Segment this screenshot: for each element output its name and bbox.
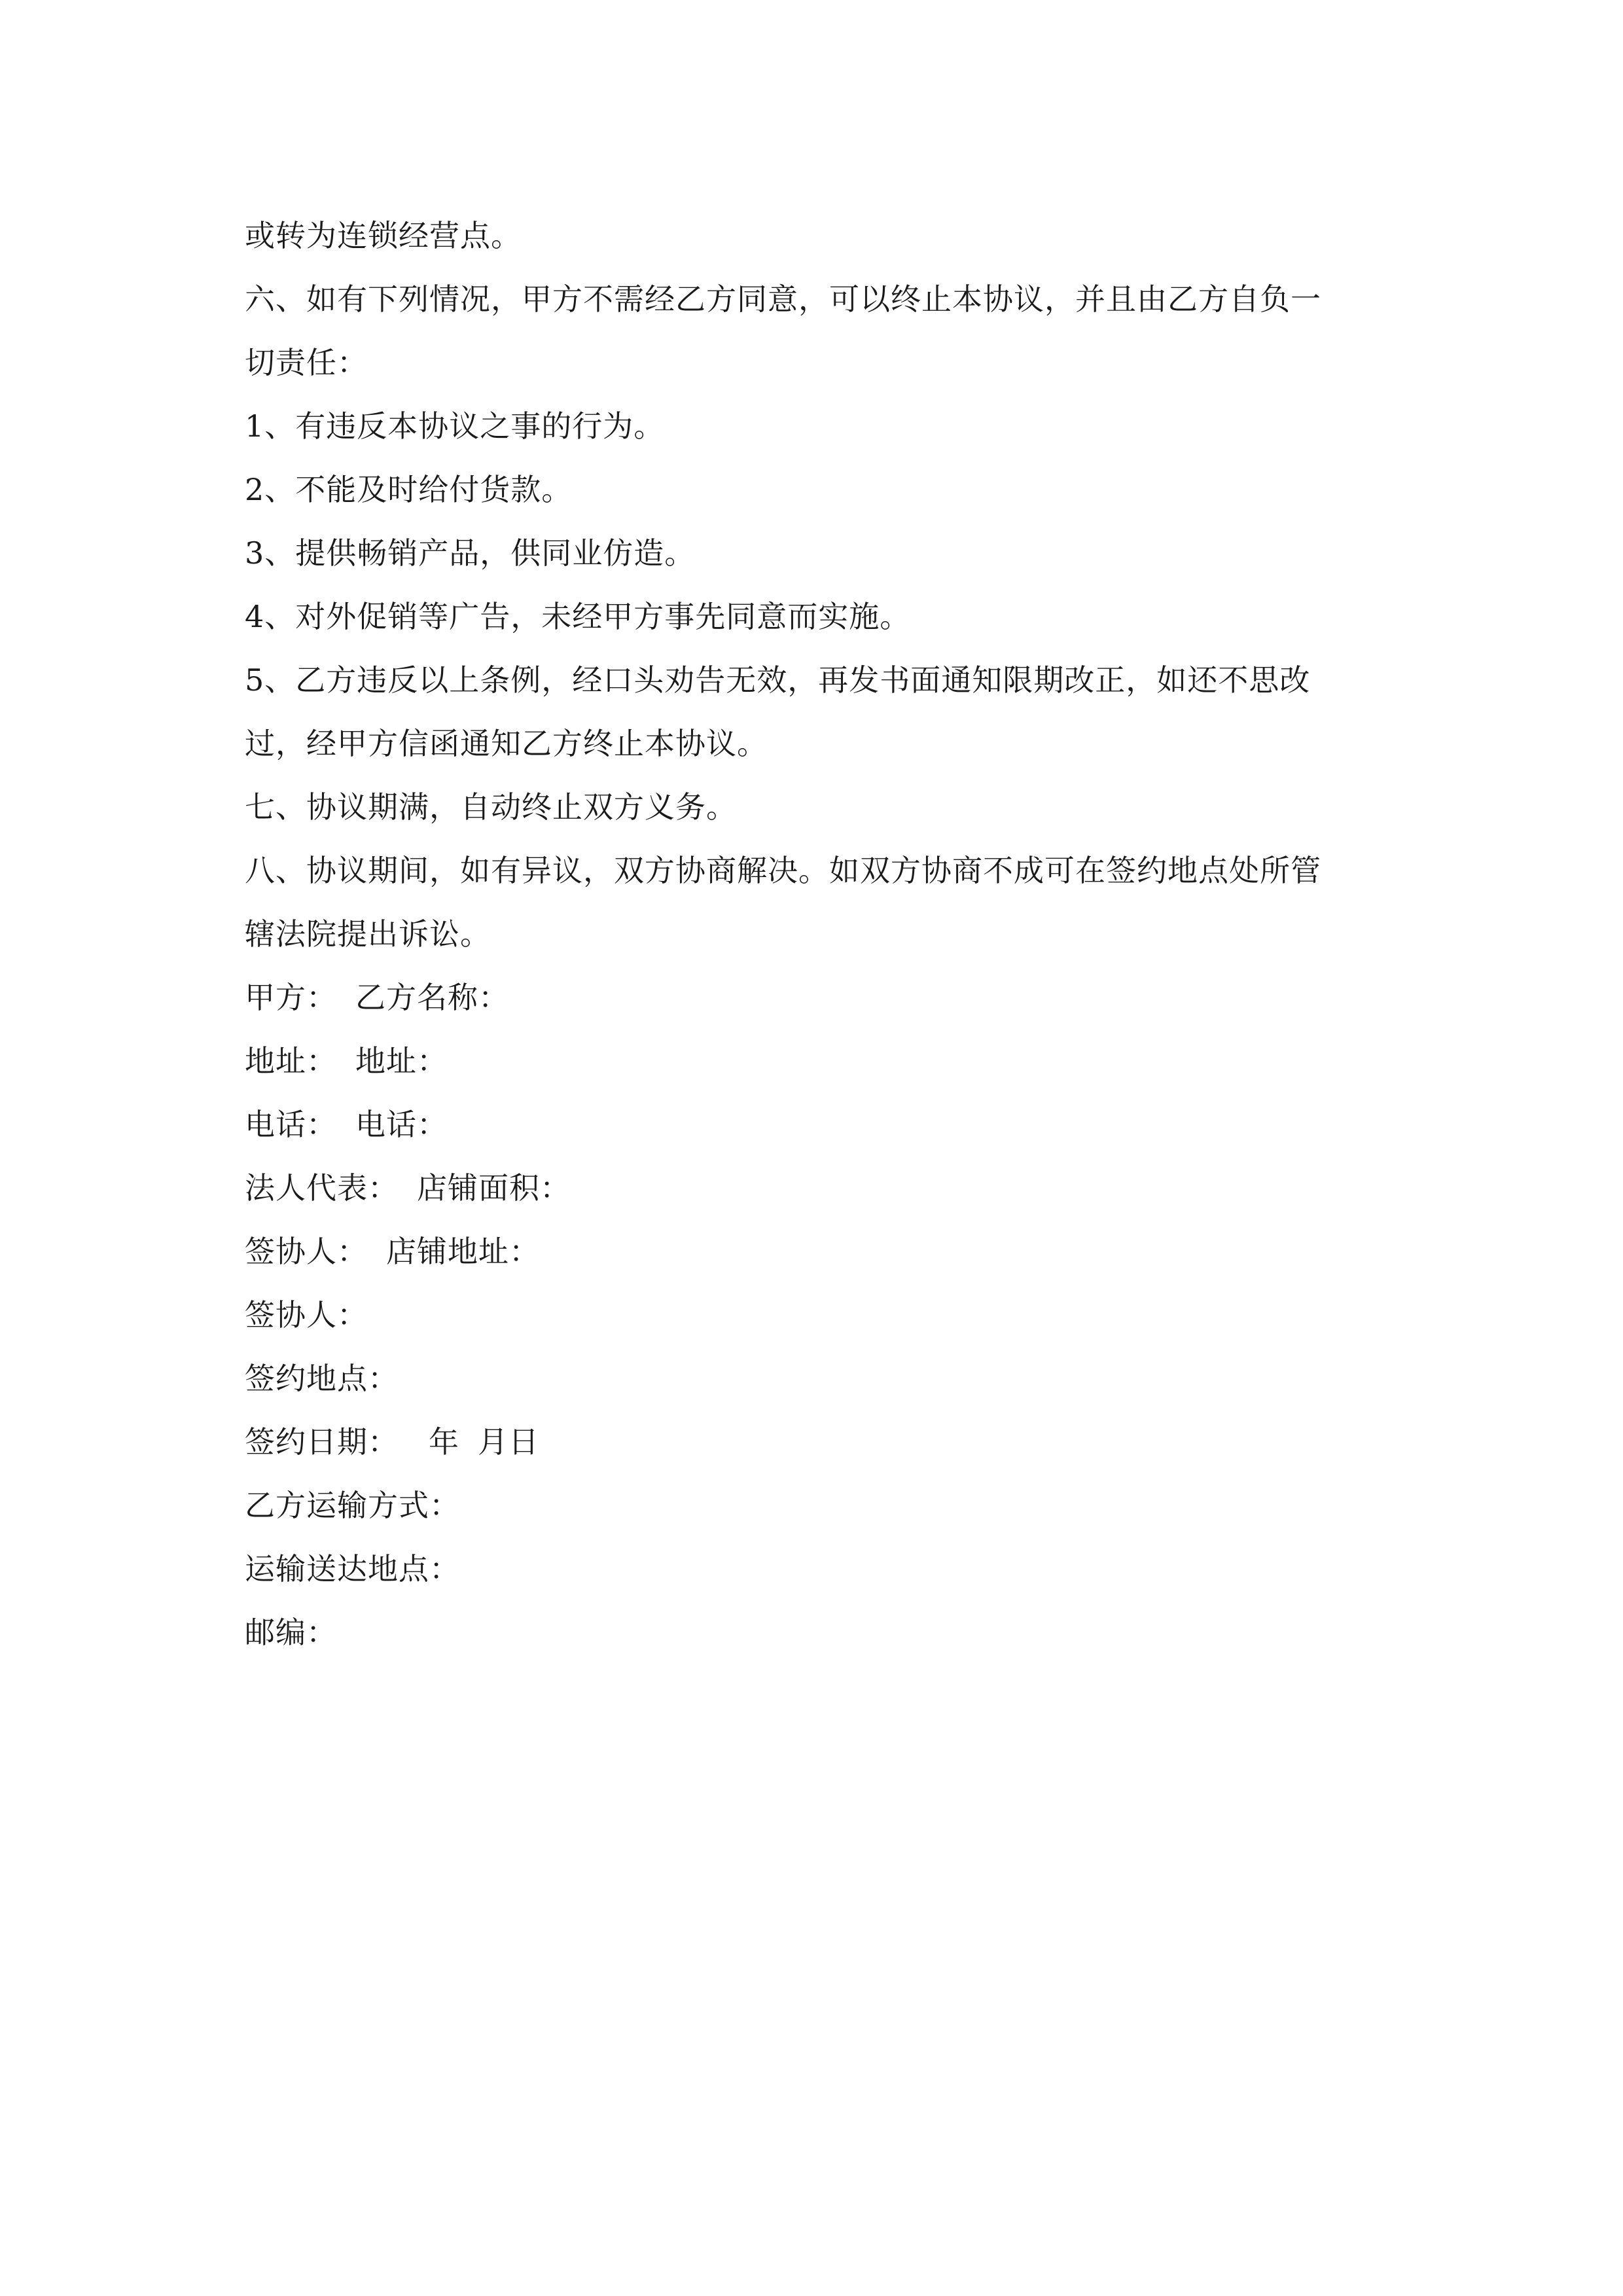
transport-mode-row	[245, 1474, 1383, 1537]
signature-address-row	[245, 1030, 1383, 1093]
phone-b-label: 电话：	[355, 1107, 448, 1142]
clause-6-item-3: 3、提供畅销产品，供同业仿造。	[245, 535, 696, 571]
clause-6-item-5-line-1: 5、乙方违反以上条例，经口头劝告无效，再发书面通知限期改正，如还不思改	[245, 662, 1311, 698]
party-a-label: 甲方：	[245, 980, 337, 1015]
address-a-label: 地址：	[245, 1043, 337, 1079]
clause-8-line-1: 八、协议期间，如有异议，双方协商解决。如双方协商不成可在签约地点处所管	[245, 853, 1321, 888]
signature-date-row	[245, 1410, 1383, 1474]
legal-rep-label: 法人代表：	[245, 1170, 399, 1206]
sign-place-label: 签约地点：	[245, 1361, 399, 1396]
signer-a-label: 签协人：	[245, 1234, 368, 1269]
phone-a-label: 电话：	[245, 1107, 337, 1142]
clause-6-line-2: 切责任：	[245, 345, 368, 380]
delivery-place-row	[245, 1537, 1383, 1601]
document-body	[245, 204, 1383, 1664]
year-label: 年	[429, 1424, 459, 1460]
signature-signer-b-row	[245, 1283, 1383, 1347]
month-day-label: 月日	[478, 1424, 539, 1460]
signature-party-row	[245, 966, 1383, 1030]
postcode-label: 邮编：	[245, 1615, 337, 1650]
delivery-place-label: 运输送达地点：	[245, 1551, 460, 1587]
signer-b-label: 签协人：	[245, 1297, 368, 1333]
clause-7: 七、协议期满，自动终止双方义务。	[245, 789, 737, 825]
clause-text-line: 或转为连锁经营点。	[245, 218, 522, 253]
store-address-label: 店铺地址：	[386, 1234, 540, 1269]
signature-signer-row	[245, 1220, 1383, 1283]
postcode-row	[245, 1601, 1383, 1664]
clause-6-item-1: 1、有违反本协议之事的行为。	[245, 408, 665, 444]
store-area-label: 店铺面积：	[417, 1170, 571, 1206]
clause-6-line-1: 六、如有下列情况，甲方不需经乙方同意，可以终止本协议，并且由乙方自负一	[245, 281, 1321, 317]
address-b-label: 地址：	[355, 1043, 448, 1079]
signature-phone-row	[245, 1093, 1383, 1157]
clause-8-line-2: 辖法院提出诉讼。	[245, 916, 491, 952]
clause-6-item-5-line-2: 过，经甲方信函通知乙方终止本协议。	[245, 726, 768, 761]
clause-6-item-4: 4、对外促销等广告，未经甲方事先同意而实施。	[245, 599, 911, 634]
signature-legal-rep-row	[245, 1157, 1383, 1220]
party-b-name-label: 乙方名称：	[355, 980, 509, 1015]
transport-mode-label: 乙方运输方式：	[245, 1488, 460, 1523]
sign-date-label: 签约日期：	[245, 1424, 399, 1460]
signature-place-row	[245, 1347, 1383, 1410]
clause-6-item-2: 2、不能及时给付货款。	[245, 472, 573, 507]
